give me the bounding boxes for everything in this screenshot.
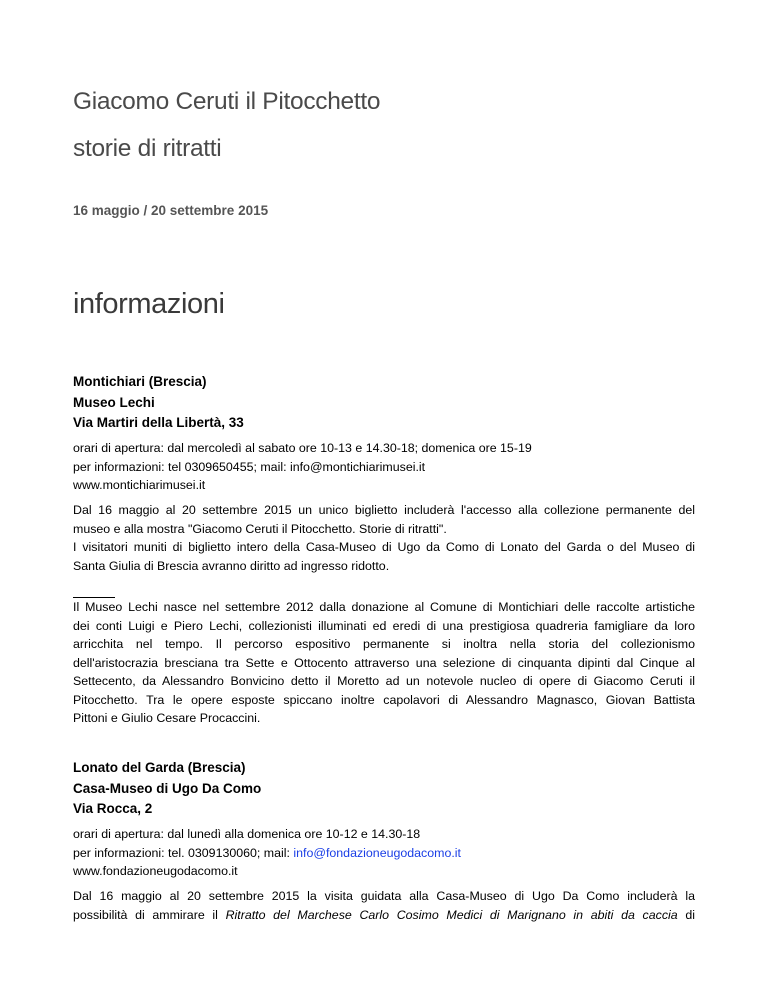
venue1-about-paragraph: [73, 598, 695, 728]
text-line: Il Museo Lechi nasce nel settembre 2012 dalla donazione al Comune di Montichiari delle raccolte artistiche: [73, 600, 695, 614]
venue1-website: www.montichiarimusei.it: [73, 478, 206, 492]
text-line: Pittoni e Giulio Cesare Procaccini.: [73, 711, 261, 725]
text-line: Pitocchetto. Tra le opere esposte spiccano inoltre capolavori di Alessandro Magnasco, Giovan Battista: [73, 692, 695, 707]
venue1-name: Museo Lechi: [73, 394, 155, 410]
text-line: museo e alla mostra "Giacomo Ceruti il Pitocchetto. Storie di ritratti".: [73, 521, 447, 536]
text-line: Settecento, da Alessandro Bonvicino detto il Moretto ad un notevole nucleo di opere di Giacomo Ceruti il: [73, 674, 695, 688]
venue2-city: Lonato del Garda (Brescia): [73, 760, 246, 775]
exhibition-title: Giacomo Ceruti il Pitocchetto: [73, 88, 381, 115]
venue2-street: Via Rocca, 2: [73, 801, 153, 816]
venue1-hours: orari di apertura: dal mercoledì al sabato ore 10-13 e 14.30-18; domenica ore 15-19: [73, 441, 532, 455]
text-run: di: [677, 907, 696, 922]
venue1-address: [73, 372, 244, 434]
text-line: [73, 906, 695, 925]
venue1-info: [73, 439, 695, 495]
venue2-contact-label: per informazioni: tel. 0309130060; mail:: [73, 845, 294, 860]
venue2-contact: [73, 844, 695, 863]
artwork-title: Ritratto del Marchese Carlo Cosimo Medici di Marignano in abiti da caccia: [225, 907, 678, 922]
venue2-info: [73, 825, 695, 881]
text-line: dell'aristocrazia bresciana tra Sette e Ottocento attraverso una selezione di cinquanta dipinti dal Cinque al: [73, 655, 695, 670]
section-title: informazioni: [73, 288, 225, 320]
venue1-contact: per informazioni: tel 0309650455; mail: info@montichiarimusei.it: [73, 459, 426, 474]
venue2-guide-paragraph: [73, 887, 695, 924]
exhibition-subtitle: storie di ritratti: [73, 135, 222, 162]
text-line: Dal 16 maggio al 20 settembre 2015 la visita guidata alla Casa-Museo di Ugo Da Como includerà la: [73, 889, 695, 903]
venue2-hours: orari di apertura: dal lunedì alla domenica ore 10-12 e 14.30-18: [73, 827, 421, 841]
venue1-ticket-paragraph: [73, 501, 695, 575]
venue2-email-link[interactable]: info@fondazioneugodacomo.it: [293, 845, 461, 860]
venue2-name: Casa-Museo di Ugo Da Como: [73, 780, 262, 796]
text-line: Santa Giulia di Brescia avranno diritto ad ingresso ridotto.: [73, 558, 390, 573]
text-line: arricchita nel tempo. Il percorso espositivo permanente si inoltra nella storia del collezionismo: [73, 637, 695, 651]
venue1-street: Via Martiri della Libertà, 33: [73, 415, 244, 430]
text-line: dei conti Luigi e Piero Lechi, collezionisti illuminati ed eredi di una prestigiosa quadreria famigliare da loro: [73, 618, 695, 633]
venue1-city: Montichiari (Brescia): [73, 374, 207, 389]
text-line: Dal 16 maggio al 20 settembre 2015 un unico biglietto includerà l'accesso alla collezione permanente del: [73, 503, 695, 517]
text-run: possibilità di ammirare il: [73, 907, 226, 922]
text-line: I visitatori muniti di biglietto intero della Casa-Museo di Ugo da Como di Lonato del Garda o del Museo di: [73, 540, 695, 554]
venue2-address: [73, 758, 261, 820]
exhibition-dates: 16 maggio / 20 settembre 2015: [73, 203, 269, 218]
venue2-website: www.fondazioneugodacomo.it: [73, 864, 238, 878]
